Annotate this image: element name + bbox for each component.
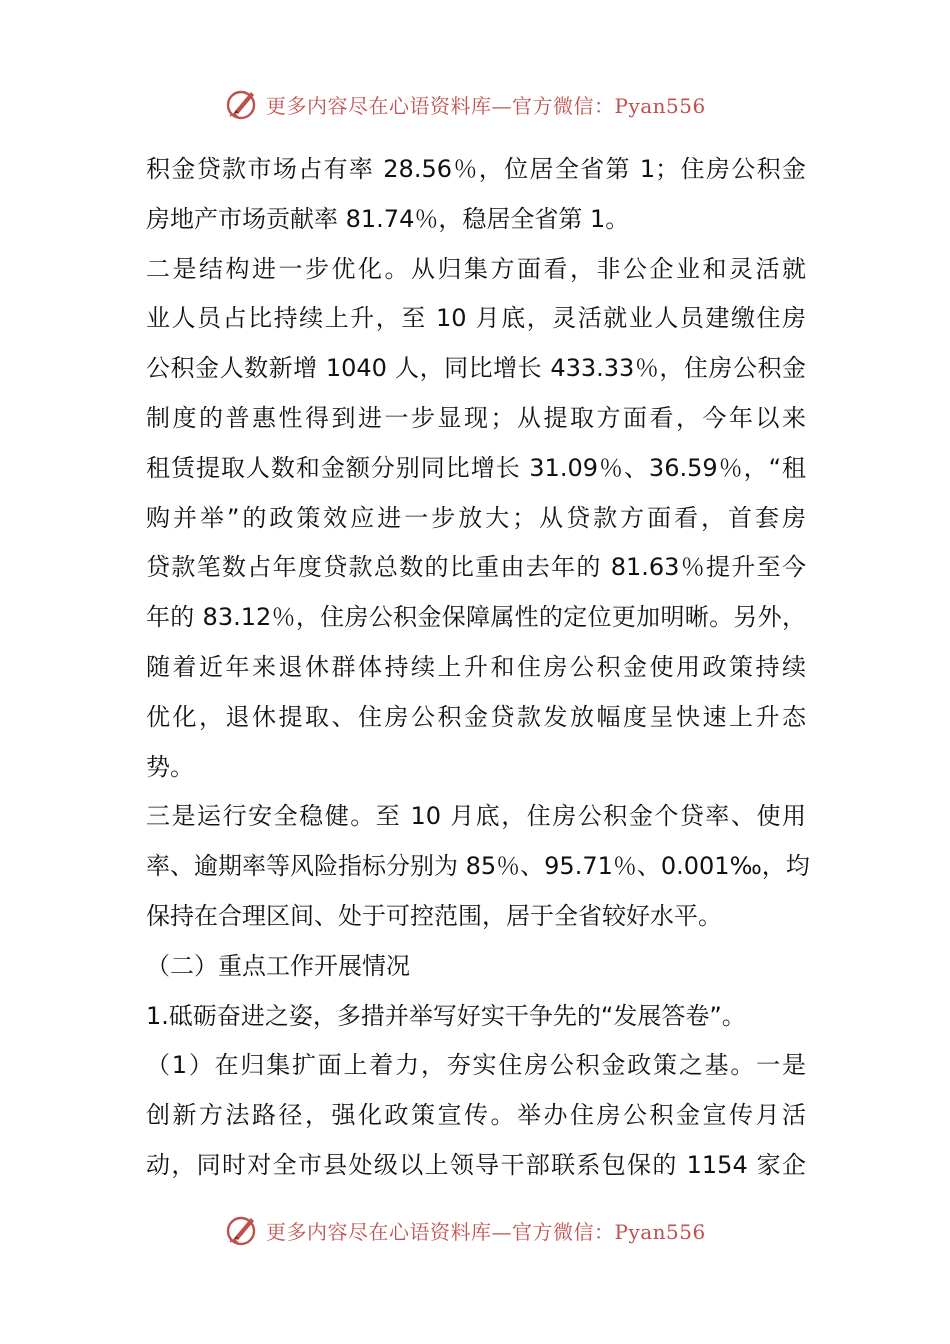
text-line: 保持在合理区间、处于可控范围，居于全省较好水平。 [146, 901, 722, 930]
text-line: 房地产市场贡献率 81.74％，稳居全省第 1。 [146, 204, 630, 233]
text-line: 业人员占比持续上升，至 10 月底，灵活就业人员建缴住房 [146, 304, 806, 333]
watermark-text: 更多内容尽在心语资料库—官方微信：Pyan556 [266, 1219, 706, 1244]
text-line: 势。 [146, 752, 194, 781]
document-body [146, 145, 810, 1191]
text-line: 贷款笔数占年度贷款总数的比重由去年的 81.63％提升至今 [146, 553, 806, 582]
subsection-heading: 1.砥砺奋进之姿，多措并举写好实干争先的“发展答卷”。 [146, 1001, 746, 1030]
text-line: （1）在归集扩面上着力，夯实住房公积金政策之基。一是 [146, 1051, 806, 1080]
text-line: 购并举”的政策效应进一步放大；从贷款方面看，首套房 [146, 503, 806, 532]
header-watermark-banner [224, 84, 744, 124]
text-line: 随着近年来退休群体持续上升和住房公积金使用政策持续 [146, 652, 806, 681]
brush-logo-icon [224, 1212, 260, 1248]
footer-watermark-banner [224, 1210, 744, 1250]
text-line: 年的 83.12％，住房公积金保障属性的定位更加明晰。另外， [146, 603, 806, 632]
text-line: 优化，退休提取、住房公积金贷款发放幅度呈快速上升态 [146, 702, 806, 731]
section-heading: （二）重点工作开展情况 [146, 951, 410, 980]
text-line: 创新方法路径，强化政策宣传。举办住房公积金宣传月活 [146, 1101, 806, 1130]
text-line: 公积金人数新增 1040 人，同比增长 433.33％，住房公积金 [146, 354, 806, 383]
text-line: 率、逾期率等风险指标分别为 85％、95.71％、0.001‰，均 [146, 852, 810, 881]
watermark-text: 更多内容尽在心语资料库—官方微信：Pyan556 [266, 93, 706, 118]
text-line: 租赁提取人数和金额分别同比增长 31.09％、36.59％，“租 [146, 453, 806, 482]
text-line: 二是结构进一步优化。从归集方面看，非公企业和灵活就 [146, 254, 806, 283]
text-line: 制度的普惠性得到进一步显现；从提取方面看，今年以来 [146, 403, 806, 432]
brush-logo-icon [224, 86, 260, 122]
text-line: 三是运行安全稳健。至 10 月底，住房公积金个贷率、使用 [146, 802, 806, 831]
text-line: 动，同时对全市县处级以上领导干部联系包保的 1154 家企 [146, 1150, 806, 1179]
text-line: 积金贷款市场占有率 28.56％，位居全省第 1；住房公积金 [146, 155, 806, 183]
